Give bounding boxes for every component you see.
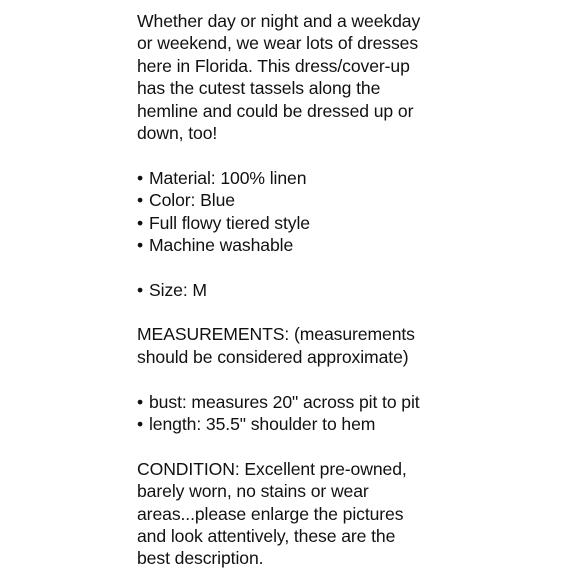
list-item	[137, 189, 570, 211]
bullet: •	[137, 234, 144, 255]
features-list	[137, 167, 570, 257]
feature-text: Machine washable	[149, 234, 294, 255]
bullet: •	[137, 190, 144, 211]
size-list	[137, 279, 570, 301]
intro-line: here in Florida. This dress/cover-up	[137, 55, 410, 76]
bullet: •	[137, 212, 144, 233]
paragraph-gap	[137, 256, 570, 278]
list-item	[137, 212, 570, 234]
bullet: •	[137, 414, 144, 435]
condition-line: best description.	[137, 548, 264, 569]
feature-text: Full flowy tiered style	[149, 212, 310, 233]
measurement-text: length: 35.5" shoulder to hem	[149, 414, 376, 435]
list-item	[137, 391, 570, 413]
measurements-heading-line: should be considered approximate)	[137, 346, 409, 367]
intro-paragraph	[137, 10, 570, 144]
intro-line: or weekend, we wear lots of dresses	[137, 33, 419, 54]
bullet: •	[137, 279, 144, 300]
list-item	[137, 413, 570, 435]
paragraph-gap	[137, 435, 570, 457]
list-item	[137, 167, 570, 189]
intro-line: hemline and could be dressed up or	[137, 100, 414, 121]
feature-text: Color: Blue	[149, 190, 235, 211]
condition-line: barely worn, no stains or wear	[137, 481, 369, 502]
measurements-heading	[137, 323, 570, 368]
condition-line: CONDITION: Excellent pre-owned,	[137, 458, 407, 479]
intro-line: down, too!	[137, 122, 218, 143]
measurement-text: bust: measures 20" across pit to pit	[149, 391, 420, 412]
paragraph-gap	[137, 368, 570, 390]
bullet: •	[137, 391, 144, 412]
list-item	[137, 234, 570, 256]
feature-text: Material: 100% linen	[149, 167, 307, 188]
intro-line: Whether day or night and a weekday	[137, 11, 421, 31]
paragraph-gap	[137, 301, 570, 323]
intro-line: has the cutest tassels along the	[137, 78, 381, 99]
list-item	[137, 279, 570, 301]
size-text: Size: M	[149, 279, 207, 300]
condition-line: areas...please enlarge the pictures	[137, 503, 404, 524]
condition-line: and look attentively, these are the	[137, 525, 396, 546]
condition-paragraph	[137, 458, 570, 570]
bullet: •	[137, 167, 144, 188]
paragraph-gap	[137, 144, 570, 166]
measurements-list	[137, 391, 570, 436]
measurements-heading-line: MEASUREMENTS: (measurements	[137, 324, 415, 345]
